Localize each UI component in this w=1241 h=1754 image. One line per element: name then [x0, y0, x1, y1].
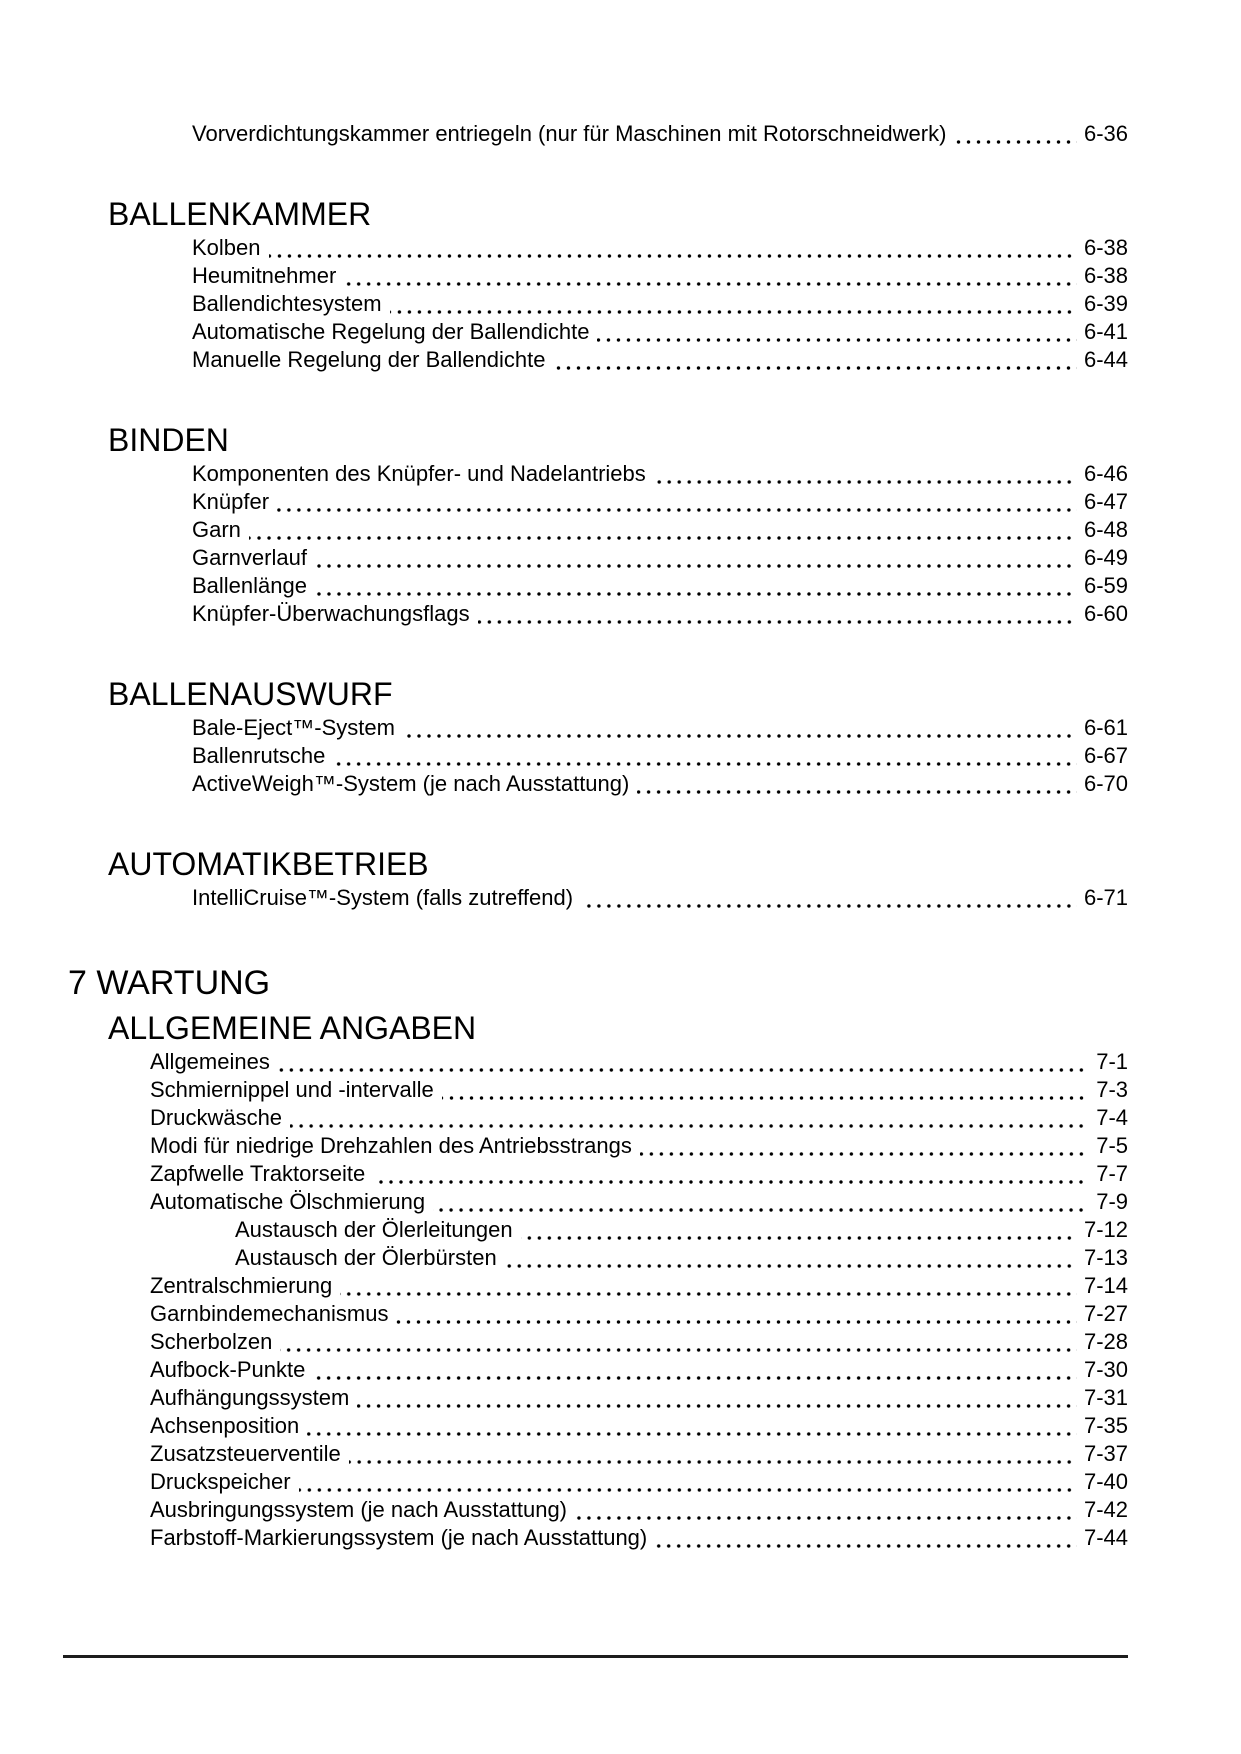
toc-entry — [150, 1440, 1128, 1468]
toc-entry — [192, 714, 1128, 742]
toc-entry-page: 7-9 — [1096, 1189, 1128, 1214]
dot-leader — [280, 1348, 1077, 1352]
toc-entry-label: Ausbringungssystem (je nach Ausstattung) — [150, 1497, 568, 1522]
toc-entry-label: Vorverdichtungskammer entriegeln (nur für Maschinen mit Rotorschneidwerk) — [192, 121, 947, 146]
dot-leader — [640, 1152, 1089, 1156]
dot-leader — [269, 254, 1077, 258]
toc-entry-label: Zusatzsteuerventile — [150, 1441, 341, 1466]
toc-entry-page: 7-35 — [1083, 1413, 1128, 1438]
toc-entry-label: Garnbindemechanismus — [150, 1301, 389, 1326]
toc-entry-label: Heumitnehmer — [192, 263, 337, 288]
dot-leader — [333, 762, 1077, 766]
toc-entry-page: 6-47 — [1083, 489, 1128, 514]
dot-leader — [315, 592, 1077, 596]
toc-entry-label: Ballenlänge — [192, 573, 307, 598]
toc-entry — [150, 1188, 1128, 1216]
toc-entry — [150, 1356, 1128, 1384]
toc-entry — [150, 1468, 1128, 1496]
toc-entry-label: Aufhängungssystem — [150, 1385, 350, 1410]
toc-entry-label: Druckspeicher — [150, 1469, 291, 1494]
toc-entry — [150, 1384, 1128, 1412]
toc-entry-page: 6-61 — [1083, 715, 1128, 740]
toc-entry — [192, 600, 1128, 628]
dot-leader — [403, 734, 1077, 738]
toc-entry — [192, 742, 1128, 770]
dot-leader — [442, 1096, 1090, 1100]
dot-leader — [433, 1208, 1089, 1212]
toc-entry-page: 6-70 — [1083, 771, 1128, 796]
toc-entry — [192, 488, 1128, 516]
toc-entry-label: Bale-Eject™-System — [192, 715, 395, 740]
toc-entry — [150, 1048, 1128, 1076]
toc-entry-label: Automatische Regelung der Ballendichte — [192, 319, 590, 344]
dot-leader — [290, 1124, 1089, 1128]
toc-entry-page: 6-36 — [1083, 121, 1128, 146]
toc-entry-label: Allgemeines — [150, 1049, 270, 1074]
toc-entry-page: 7-42 — [1083, 1497, 1128, 1522]
toc-entry — [192, 318, 1128, 346]
toc-entry-label: Komponenten des Knüpfer- und Nadelantriebs — [192, 461, 646, 486]
toc-entry — [150, 1160, 1128, 1188]
toc-entry-label: Garn — [192, 517, 241, 542]
toc-entry-page: 7-14 — [1083, 1273, 1128, 1298]
toc-entry-label: Ballenrutsche — [192, 743, 326, 768]
toc-entry-label: Manuelle Regelung der Ballendichte — [192, 347, 546, 372]
dot-leader — [349, 1460, 1077, 1464]
toc-entry-page: 7-30 — [1083, 1357, 1128, 1382]
toc-entry-page: 7-1 — [1096, 1049, 1128, 1074]
toc-entry-label: ActiveWeigh™-System (je nach Ausstattung) — [192, 771, 630, 796]
toc-entry-label: Garnverlauf — [192, 545, 307, 570]
toc-entry-page: 6-49 — [1083, 545, 1128, 570]
section-heading: ALLGEMEINE ANGABEN — [108, 1010, 477, 1046]
dot-leader — [315, 564, 1077, 568]
dot-leader — [553, 366, 1076, 370]
toc-entry-label: Achsenposition — [150, 1413, 300, 1438]
toc-entry-label: Automatische Ölschmierung — [150, 1189, 426, 1214]
toc-entry-page: 6-48 — [1083, 517, 1128, 542]
dot-leader — [340, 1292, 1077, 1296]
toc-entry — [150, 1272, 1128, 1300]
dot-leader — [954, 140, 1077, 144]
toc-entry-page: 7-37 — [1083, 1441, 1128, 1466]
toc-entry — [192, 262, 1128, 290]
dot-leader — [655, 1544, 1077, 1548]
toc-entry — [192, 884, 1128, 912]
dot-leader — [278, 1068, 1089, 1072]
chapter-heading: 7 WARTUNG — [68, 964, 271, 1002]
dot-leader — [654, 480, 1077, 484]
footer-rule — [63, 1655, 1128, 1658]
section-heading: BALLENKAMMER — [108, 196, 372, 232]
toc-entry-page: 7-28 — [1083, 1329, 1128, 1354]
toc-entry-page: 7-31 — [1083, 1385, 1128, 1410]
toc-entry — [235, 1216, 1128, 1244]
toc-entry-label: Ballendichtesystem — [192, 291, 382, 316]
toc-entry-page: 7-12 — [1083, 1217, 1128, 1242]
dot-leader — [313, 1376, 1077, 1380]
toc-entry-label: Kolben — [192, 235, 261, 260]
toc-entry — [150, 1104, 1128, 1132]
dot-leader — [344, 282, 1077, 286]
dot-leader — [581, 904, 1077, 908]
section-heading: BALLENAUSWURF — [108, 676, 393, 712]
dot-leader — [277, 508, 1077, 512]
dot-leader — [597, 338, 1076, 342]
toc-entry-page: 6-60 — [1083, 601, 1128, 626]
toc-entry-page: 7-7 — [1096, 1161, 1128, 1186]
dot-leader — [307, 1432, 1077, 1436]
toc-entry — [192, 572, 1128, 600]
toc-entry — [192, 460, 1128, 488]
toc-entry-page: 6-44 — [1083, 347, 1128, 372]
toc-entry — [192, 770, 1128, 798]
toc-entry — [192, 120, 1128, 148]
dot-leader — [396, 1320, 1076, 1324]
toc-entry-label: Aufbock-Punkte — [150, 1357, 306, 1382]
toc-entry-page: 7-13 — [1083, 1245, 1128, 1270]
toc-entry-page: 7-40 — [1083, 1469, 1128, 1494]
toc-entry-label: Austausch der Ölerleitungen — [235, 1217, 513, 1242]
toc-entry — [235, 1244, 1128, 1272]
toc-entry-label: Scherbolzen — [150, 1329, 273, 1354]
toc-entry-page: 7-4 — [1096, 1105, 1128, 1130]
dot-leader — [521, 1236, 1077, 1240]
section-heading: BINDEN — [108, 422, 229, 458]
dot-leader — [575, 1516, 1077, 1520]
toc-entry — [150, 1412, 1128, 1440]
toc-entry — [192, 234, 1128, 262]
toc-entry-label: Farbstoff-Markierungssystem (je nach Ausstattung) — [150, 1525, 648, 1550]
toc-entry-page: 6-46 — [1083, 461, 1128, 486]
dot-leader — [478, 620, 1077, 624]
toc-entry-page: 6-59 — [1083, 573, 1128, 598]
toc-entry-label: Zentralschmierung — [150, 1273, 333, 1298]
toc-entry-label: Austausch der Ölerbürsten — [235, 1245, 497, 1270]
dot-leader — [249, 536, 1077, 540]
toc-entry — [150, 1496, 1128, 1524]
toc-entry-label: Knüpfer — [192, 489, 270, 514]
dot-leader — [505, 1264, 1077, 1268]
toc-entry-page: 7-5 — [1096, 1133, 1128, 1158]
toc-entry — [150, 1524, 1128, 1552]
toc-entry-page: 7-44 — [1083, 1525, 1128, 1550]
toc-entry — [192, 544, 1128, 572]
toc-entry-label: Knüpfer-Überwachungsflags — [192, 601, 470, 626]
toc-entry — [150, 1076, 1128, 1104]
section-heading: AUTOMATIKBETRIEB — [108, 846, 429, 882]
toc-entry-page: 6-39 — [1083, 291, 1128, 316]
toc-entry — [150, 1328, 1128, 1356]
toc-entry-page: 7-3 — [1096, 1077, 1128, 1102]
toc-entry-page: 6-38 — [1083, 263, 1128, 288]
dot-leader — [357, 1404, 1077, 1408]
toc-entry-label: IntelliCruise™-System (falls zutreffend) — [192, 885, 574, 910]
toc-entry-page: 6-41 — [1083, 319, 1128, 344]
dot-leader — [390, 310, 1077, 314]
toc-entry — [192, 516, 1128, 544]
toc-entry — [150, 1132, 1128, 1160]
toc-entry — [192, 290, 1128, 318]
toc-entry-page: 6-71 — [1083, 885, 1128, 910]
toc-entry-page: 6-67 — [1083, 743, 1128, 768]
toc-entry-label: Modi für niedrige Drehzahlen des Antriebsstrangs — [150, 1133, 632, 1158]
toc-entry-label: Schmiernippel und -intervalle — [150, 1077, 434, 1102]
toc-entry-label: Zapfwelle Traktorseite — [150, 1161, 366, 1186]
dot-leader — [637, 790, 1077, 794]
toc-entry — [150, 1300, 1128, 1328]
toc-entry-page: 7-27 — [1083, 1301, 1128, 1326]
dot-leader — [299, 1488, 1077, 1492]
toc-entry-page: 6-38 — [1083, 235, 1128, 260]
toc-entry — [192, 346, 1128, 374]
toc-entry-label: Druckwäsche — [150, 1105, 283, 1130]
dot-leader — [373, 1180, 1089, 1184]
